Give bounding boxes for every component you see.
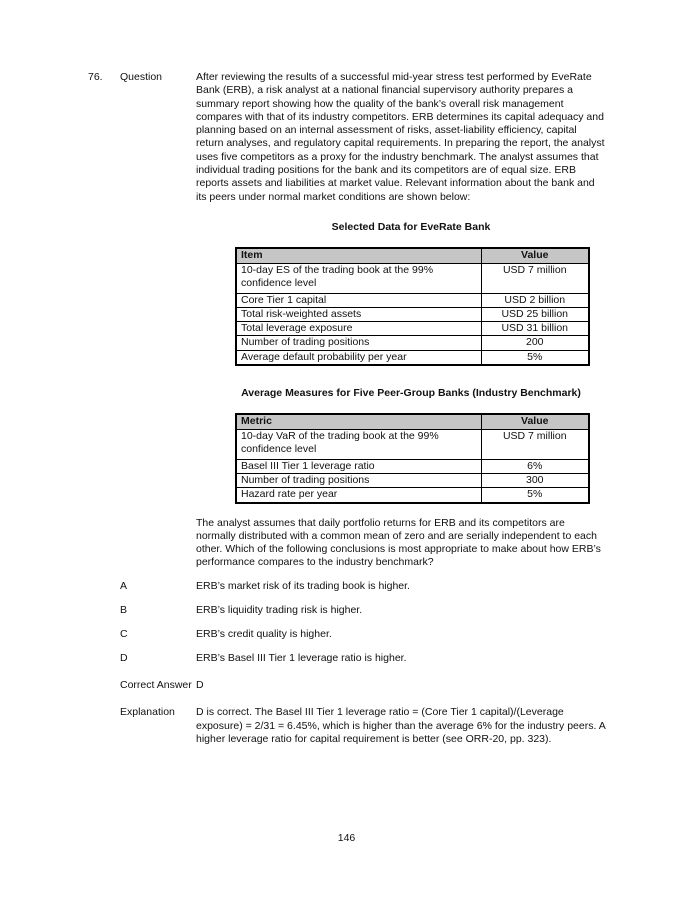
option-b-label: B xyxy=(120,604,128,617)
table-cell: Basel III Tier 1 leverage ratio xyxy=(236,459,481,473)
table-cell: Total risk-weighted assets xyxy=(236,307,481,321)
table-cell: Number of trading positions xyxy=(236,336,481,350)
option-c-row xyxy=(88,628,606,641)
option-a-text: ERB’s market risk of its trading book is higher. xyxy=(196,580,410,593)
explanation-text: D is correct. The Basel III Tier 1 leverage ratio = (Core Tier 1 capital)/(Leverage exposure) = 2/31 = 6.45%, which is higher than the average 6% for the industry peers. A higher leverage ratio for capital requirement is better (see ORR-20, pp. 323). xyxy=(196,706,606,745)
table-cell: USD 7 million xyxy=(481,263,589,293)
explanation-label: Explanation xyxy=(120,706,175,719)
option-a-row xyxy=(88,580,606,593)
table-cell: USD 2 billion xyxy=(481,293,589,307)
option-c-label: C xyxy=(120,627,128,640)
table-cell: 200 xyxy=(481,336,589,350)
table-cell: 300 xyxy=(481,473,589,487)
table-row xyxy=(236,459,589,473)
table-cell: 6% xyxy=(481,459,589,473)
table-cell: USD 31 billion xyxy=(481,322,589,336)
table-cell: Core Tier 1 capital xyxy=(236,293,481,307)
table-cell: USD 25 billion xyxy=(481,307,589,321)
question-body-text: After reviewing the results of a successful mid-year stress test performed by EveRate Bank (ERB), a risk analyst at a national financial supervisory authority prepares a summary report showing how the quality of the bank’s overall risk management compares with that of its industry competitors. ERB determines its capital adequacy and planning based on an internal assessment of risks, asset-liability efficiency, capital return analyses, and regulatory capital requirements. In preparing the report, the analyst uses five competitors as a proxy for the industry benchmark. The analyst assumes that individual trading positions for the bank and its competitors are of equal size. ERB reports assets and liabilities at market value. Relevant information about the bank and its peers under normal market conditions are shown below: xyxy=(196,71,605,203)
table-cell: 5% xyxy=(481,488,589,503)
table1-header-value: Value xyxy=(481,248,589,263)
table-cell: Hazard rate per year xyxy=(236,488,481,503)
table-row xyxy=(236,336,589,350)
table-cell: Total leverage exposure xyxy=(236,322,481,336)
table-cell: Number of trading positions xyxy=(236,473,481,487)
option-d-row xyxy=(88,652,606,665)
table-cell: 10-day ES of the trading book at the 99% confidence level xyxy=(236,263,481,293)
table-row xyxy=(236,488,589,503)
table-row xyxy=(236,322,589,336)
table-row xyxy=(236,263,589,293)
option-b-row xyxy=(88,604,606,617)
option-d-text: ERB’s Basel III Tier 1 leverage ratio is higher. xyxy=(196,651,407,664)
question-number: 76. xyxy=(88,71,103,83)
table2-title: Average Measures for Five Peer-Group Banks (Industry Benchmark) xyxy=(241,387,581,400)
table-row xyxy=(236,350,589,365)
table2-header-value: Value xyxy=(481,414,589,429)
option-c-text: ERB’s credit quality is higher. xyxy=(196,627,332,640)
table-header-row xyxy=(236,414,589,429)
correct-answer-label: Correct Answer xyxy=(120,678,192,691)
table-row xyxy=(236,307,589,321)
option-a-label: A xyxy=(120,580,128,593)
everate-bank-table xyxy=(235,247,590,366)
table-header-row xyxy=(236,248,589,263)
closing-paragraph: The analyst assumes that daily portfolio returns for ERB and its competitors are normally distributed with a common mean of zero and are serially independent to each other. Which of the following conclusions is most appropriate to make about how ERB’s performance compares to the industry benchmark? xyxy=(196,516,601,569)
table1-title: Selected Data for EveRate Bank xyxy=(331,220,491,233)
table2-header-metric: Metric xyxy=(236,414,481,429)
table-cell: 5% xyxy=(481,350,589,365)
table-cell: Average default probability per year xyxy=(236,350,481,365)
peer-group-benchmark-table xyxy=(235,413,590,503)
table-row xyxy=(236,473,589,487)
tables-section xyxy=(88,204,606,570)
correct-answer-value: D xyxy=(196,678,204,691)
page-number: 146 xyxy=(337,832,356,844)
option-d-label: D xyxy=(120,651,128,664)
question-row xyxy=(88,71,606,204)
correct-answer-row xyxy=(88,679,606,692)
question-block xyxy=(88,71,606,746)
table-row xyxy=(236,293,589,307)
table1-header-item: Item xyxy=(236,248,481,263)
explanation-row xyxy=(88,706,606,746)
table-cell: USD 7 million xyxy=(481,429,589,459)
option-b-text: ERB’s liquidity trading risk is higher. xyxy=(196,604,363,617)
question-label: Question xyxy=(120,71,163,83)
table-row xyxy=(236,429,589,459)
table-cell: 10-day VaR of the trading book at the 99% confidence level xyxy=(236,429,481,459)
